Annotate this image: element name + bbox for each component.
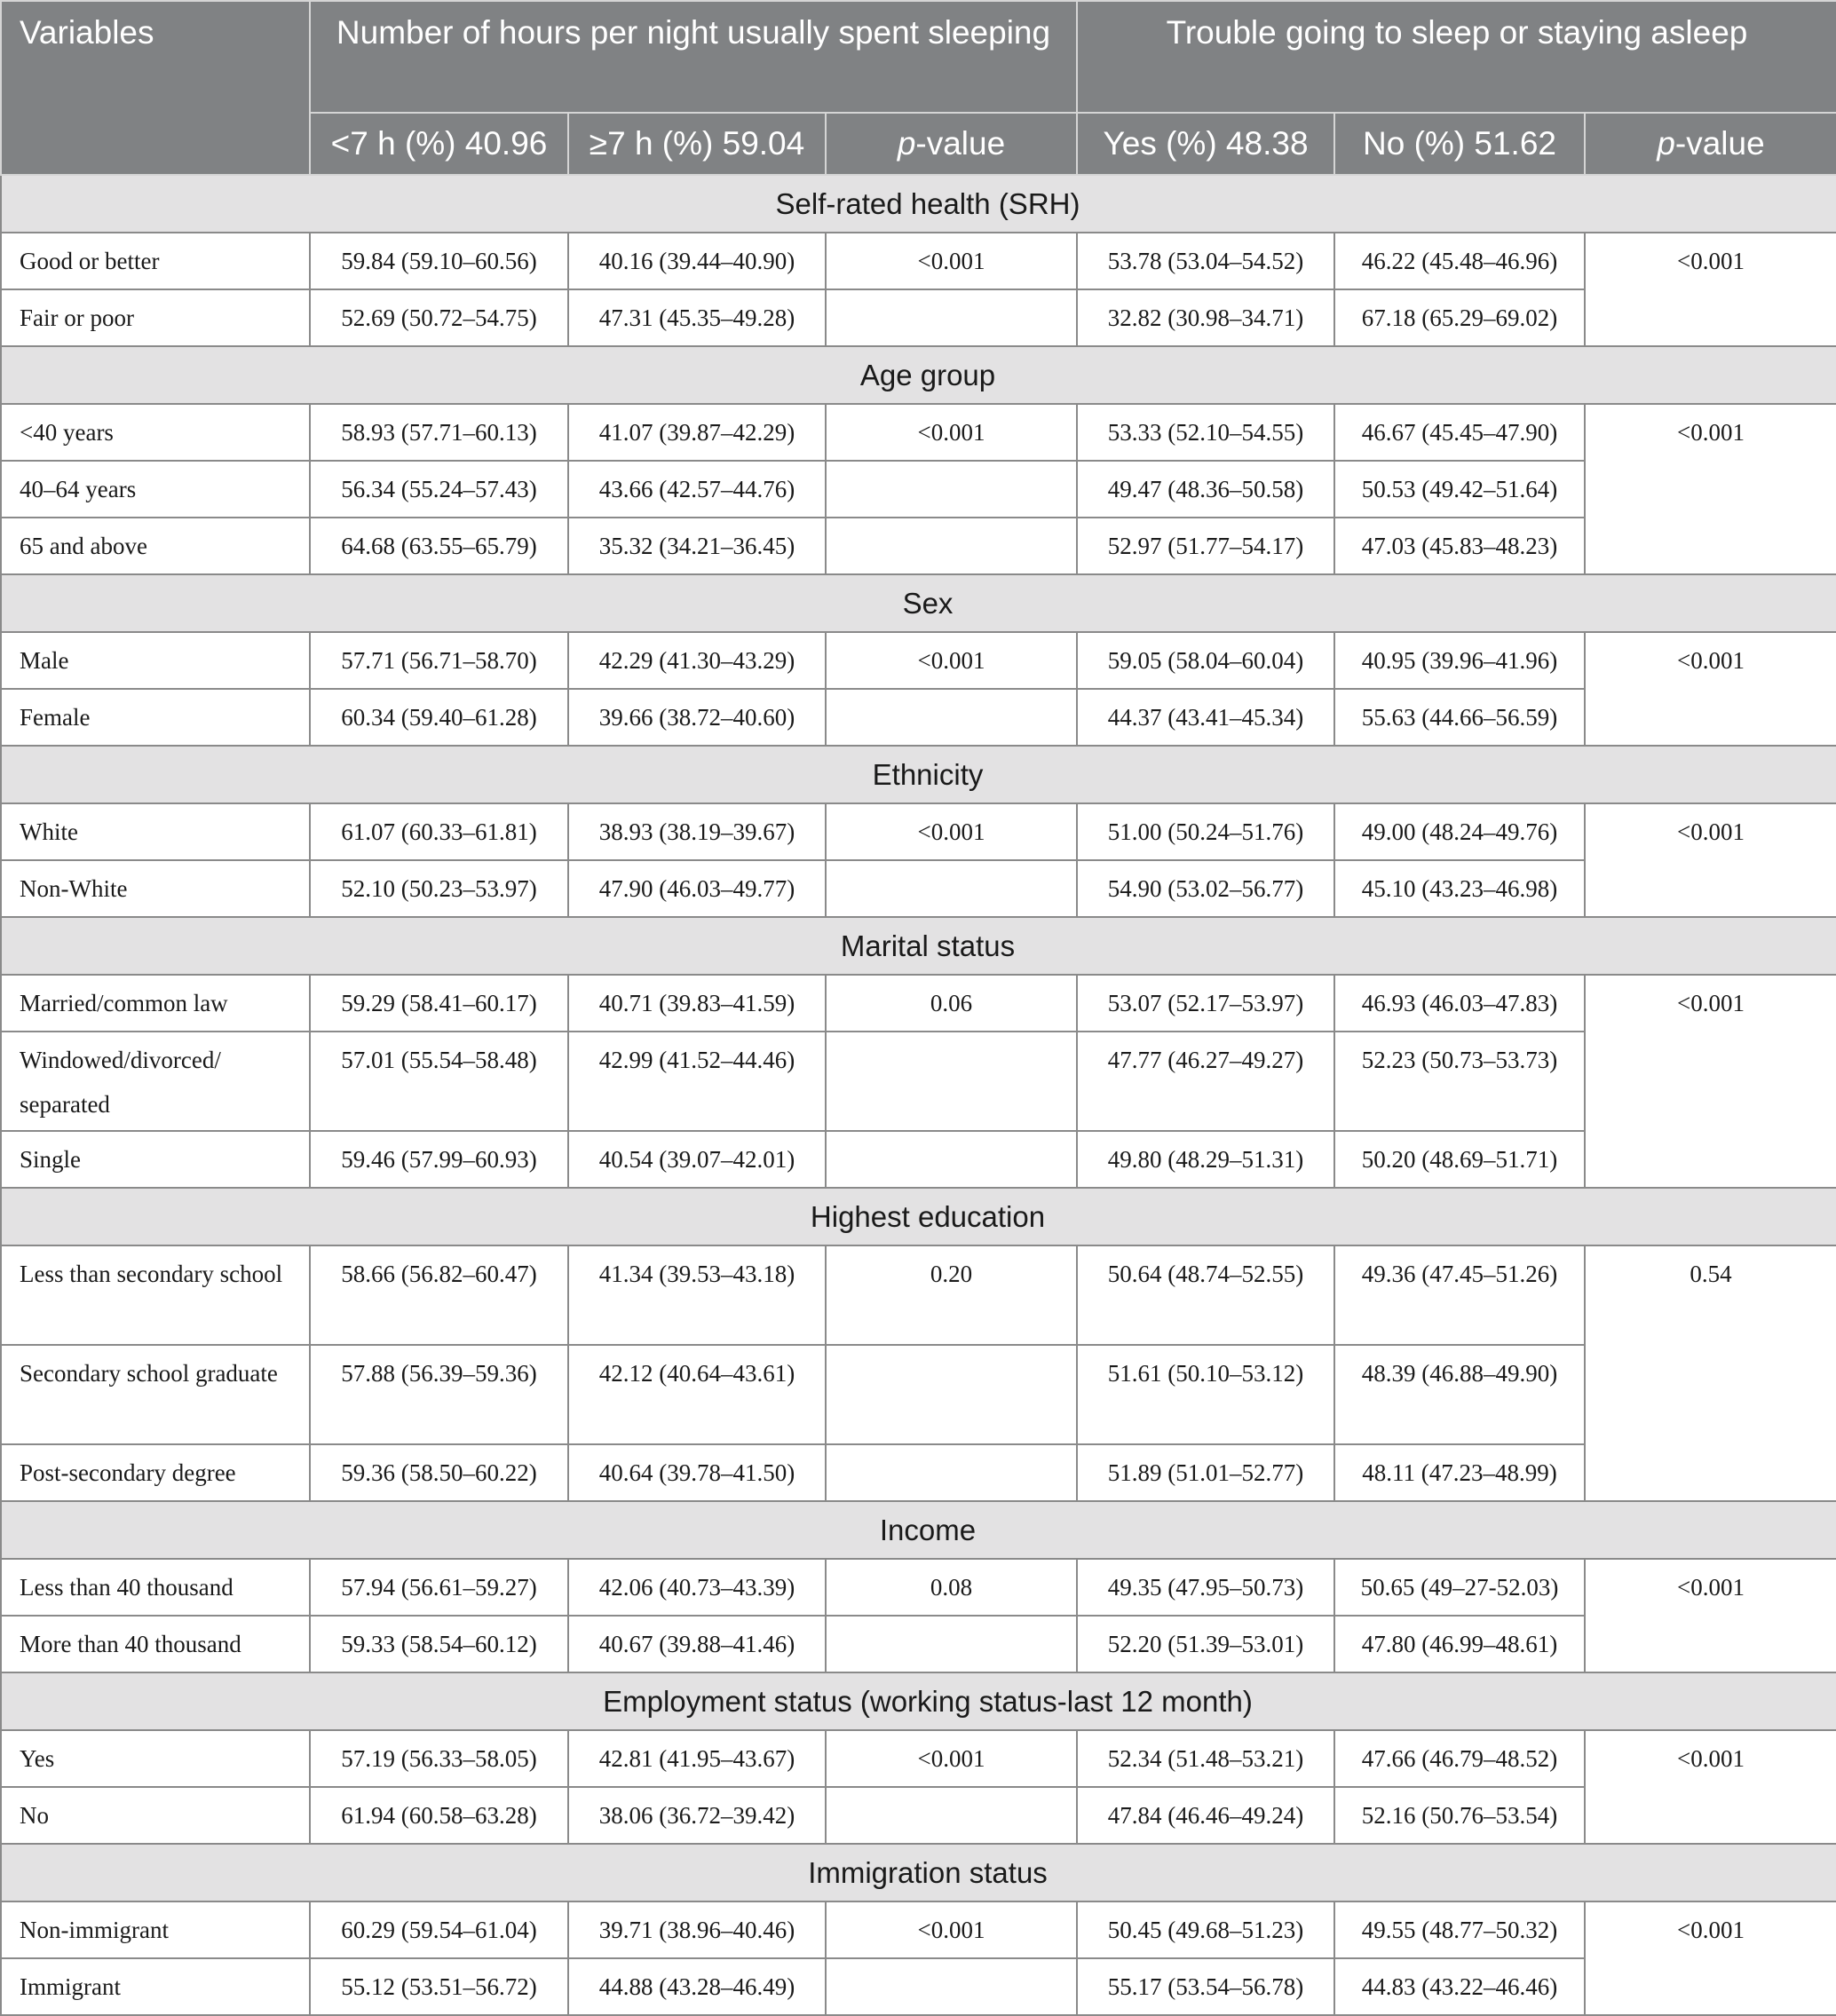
table-row (1, 404, 1836, 461)
cell-pvalue-hours (826, 1131, 1077, 1188)
table-row (1, 1444, 1836, 1501)
cell-no: 47.66 (46.79–48.52) (1334, 1730, 1585, 1787)
cell-ge7: 35.32 (34.21–36.45) (568, 518, 826, 574)
row-label: No (1, 1787, 310, 1844)
section-header-row (1, 746, 1836, 803)
cell-ge7: 42.99 (41.52–44.46) (568, 1032, 826, 1131)
table-row (1, 1032, 1836, 1131)
cell-pvalue-hours: 0.08 (826, 1559, 1077, 1616)
p-italic: p (1657, 125, 1675, 162)
cell-ge7: 42.81 (41.95–43.67) (568, 1730, 826, 1787)
cell-pvalue-hours (826, 689, 1077, 746)
table-row (1, 1131, 1836, 1188)
cell-yes: 59.05 (58.04–60.04) (1077, 632, 1334, 689)
section-header-row (1, 1188, 1836, 1245)
table-row (1, 1787, 1836, 1844)
cell-no: 49.00 (48.24–49.76) (1334, 803, 1585, 860)
cell-ge7: 42.29 (41.30–43.29) (568, 632, 826, 689)
cell-no: 49.55 (48.77–50.32) (1334, 1901, 1585, 1958)
cell-lt7: 57.19 (56.33–58.05) (310, 1730, 568, 1787)
cell-lt7: 60.29 (59.54–61.04) (310, 1901, 568, 1958)
row-label: Yes (1, 1730, 310, 1787)
cell-no: 46.93 (46.03–47.83) (1334, 975, 1585, 1032)
cell-yes: 49.80 (48.29–51.31) (1077, 1131, 1334, 1188)
header-pvalue-1 (826, 113, 1077, 175)
section-header-row (1, 175, 1836, 233)
header-group-hours: Number of hours per night usually spent sleeping (310, 1, 1077, 113)
header-ge7: ≥7 h (%) 59.04 (568, 113, 826, 175)
cell-pvalue-hours (826, 289, 1077, 346)
cell-pvalue-trouble: <0.001 (1585, 233, 1836, 346)
cell-ge7: 43.66 (42.57–44.76) (568, 461, 826, 518)
cell-pvalue-hours (826, 1787, 1077, 1844)
cell-lt7: 59.29 (58.41–60.17) (310, 975, 568, 1032)
row-label: Less than 40 thousand (1, 1559, 310, 1616)
row-label: Non-immigrant (1, 1901, 310, 1958)
cell-pvalue-hours (826, 860, 1077, 917)
table-row (1, 1345, 1836, 1444)
cell-no: 40.95 (39.96–41.96) (1334, 632, 1585, 689)
table-header (1, 1, 1836, 175)
cell-pvalue-hours: <0.001 (826, 404, 1077, 461)
section-title: Income (1, 1501, 1836, 1559)
table-row (1, 1958, 1836, 2015)
cell-yes: 55.17 (53.54–56.78) (1077, 1958, 1334, 2015)
section-title: Marital status (1, 917, 1836, 975)
table-row (1, 233, 1836, 289)
cell-yes: 47.77 (46.27–49.27) (1077, 1032, 1334, 1131)
cell-ge7: 40.71 (39.83–41.59) (568, 975, 826, 1032)
section-header-row (1, 574, 1836, 632)
row-label: Secondary school graduate (1, 1345, 310, 1444)
cell-lt7: 58.93 (57.71–60.13) (310, 404, 568, 461)
cell-lt7: 52.69 (50.72–54.75) (310, 289, 568, 346)
header-variables: Variables (1, 1, 310, 175)
cell-yes: 49.35 (47.95–50.73) (1077, 1559, 1334, 1616)
cell-pvalue-trouble: <0.001 (1585, 1730, 1836, 1844)
section-header-row (1, 1844, 1836, 1901)
cell-lt7: 59.46 (57.99–60.93) (310, 1131, 568, 1188)
section-title: Sex (1, 574, 1836, 632)
cell-yes: 52.34 (51.48–53.21) (1077, 1730, 1334, 1787)
cell-pvalue-trouble: <0.001 (1585, 404, 1836, 574)
cell-no: 44.83 (43.22–46.46) (1334, 1958, 1585, 2015)
cell-yes: 51.89 (51.01–52.77) (1077, 1444, 1334, 1501)
cell-pvalue-trouble: <0.001 (1585, 632, 1836, 746)
cell-ge7: 38.93 (38.19–39.67) (568, 803, 826, 860)
header-pvalue-2 (1585, 113, 1836, 175)
cell-no: 52.16 (50.76–53.54) (1334, 1787, 1585, 1844)
cell-lt7: 57.71 (56.71–58.70) (310, 632, 568, 689)
cell-lt7: 59.33 (58.54–60.12) (310, 1616, 568, 1672)
cell-yes: 47.84 (46.46–49.24) (1077, 1787, 1334, 1844)
table-row (1, 461, 1836, 518)
cell-lt7: 55.12 (53.51–56.72) (310, 1958, 568, 2015)
cell-no: 47.80 (46.99–48.61) (1334, 1616, 1585, 1672)
cell-ge7: 44.88 (43.28–46.49) (568, 1958, 826, 2015)
cell-yes: 52.97 (51.77–54.17) (1077, 518, 1334, 574)
cell-no: 52.23 (50.73–53.73) (1334, 1032, 1585, 1131)
row-label: Good or better (1, 233, 310, 289)
cell-lt7: 59.84 (59.10–60.56) (310, 233, 568, 289)
cell-no: 49.36 (47.45–51.26) (1334, 1245, 1585, 1345)
cell-yes: 53.33 (52.10–54.55) (1077, 404, 1334, 461)
p-rest: -value (915, 125, 1006, 162)
cell-no: 50.20 (48.69–51.71) (1334, 1131, 1585, 1188)
cell-lt7: 61.94 (60.58–63.28) (310, 1787, 568, 1844)
table-row (1, 1245, 1836, 1345)
section-header-row (1, 346, 1836, 404)
cell-lt7: 59.36 (58.50–60.22) (310, 1444, 568, 1501)
header-group-trouble: Trouble going to sleep or staying asleep (1077, 1, 1836, 113)
cell-pvalue-hours: 0.06 (826, 975, 1077, 1032)
cell-no: 47.03 (45.83–48.23) (1334, 518, 1585, 574)
section-title: Age group (1, 346, 1836, 404)
cell-lt7: 56.34 (55.24–57.43) (310, 461, 568, 518)
section-title: Ethnicity (1, 746, 1836, 803)
cell-ge7: 40.54 (39.07–42.01) (568, 1131, 826, 1188)
cell-yes: 53.07 (52.17–53.97) (1077, 975, 1334, 1032)
cell-yes: 51.61 (50.10–53.12) (1077, 1345, 1334, 1444)
section-header-row (1, 1672, 1836, 1730)
table-row (1, 289, 1836, 346)
section-title: Self-rated health (SRH) (1, 175, 1836, 233)
table-row (1, 1901, 1836, 1958)
table-row (1, 1559, 1836, 1616)
row-label: Post-secondary degree (1, 1444, 310, 1501)
table-row (1, 1616, 1836, 1672)
table-row (1, 518, 1836, 574)
cell-pvalue-hours (826, 518, 1077, 574)
cell-ge7: 40.64 (39.78–41.50) (568, 1444, 826, 1501)
row-label: Immigrant (1, 1958, 310, 2015)
cell-ge7: 47.90 (46.03–49.77) (568, 860, 826, 917)
cell-yes: 50.45 (49.68–51.23) (1077, 1901, 1334, 1958)
cell-no: 48.39 (46.88–49.90) (1334, 1345, 1585, 1444)
row-label: Married/common law (1, 975, 310, 1032)
cell-yes: 51.00 (50.24–51.76) (1077, 803, 1334, 860)
cell-yes: 54.90 (53.02–56.77) (1077, 860, 1334, 917)
header-no: No (%) 51.62 (1334, 113, 1585, 175)
cell-ge7: 47.31 (45.35–49.28) (568, 289, 826, 346)
cell-lt7: 57.88 (56.39–59.36) (310, 1345, 568, 1444)
row-label: Windowed/divorced/ separated (1, 1032, 310, 1131)
cell-lt7: 64.68 (63.55–65.79) (310, 518, 568, 574)
cell-ge7: 42.12 (40.64–43.61) (568, 1345, 826, 1444)
cell-no: 46.22 (45.48–46.96) (1334, 233, 1585, 289)
cell-pvalue-trouble: <0.001 (1585, 1901, 1836, 2015)
row-label: 40–64 years (1, 461, 310, 518)
cell-yes: 52.20 (51.39–53.01) (1077, 1616, 1334, 1672)
cell-ge7: 41.34 (39.53–43.18) (568, 1245, 826, 1345)
cell-ge7: 38.06 (36.72–39.42) (568, 1787, 826, 1844)
cell-pvalue-hours (826, 1444, 1077, 1501)
cell-pvalue-hours: <0.001 (826, 1730, 1077, 1787)
section-title: Immigration status (1, 1844, 1836, 1901)
p-rest: -value (1674, 125, 1765, 162)
table-row (1, 1730, 1836, 1787)
cell-pvalue-hours: <0.001 (826, 632, 1077, 689)
row-label: Non-White (1, 860, 310, 917)
cell-yes: 50.64 (48.74–52.55) (1077, 1245, 1334, 1345)
section-title: Highest education (1, 1188, 1836, 1245)
cell-no: 67.18 (65.29–69.02) (1334, 289, 1585, 346)
table-body (1, 175, 1836, 2015)
cell-pvalue-trouble: 0.54 (1585, 1245, 1836, 1501)
cell-pvalue-hours: <0.001 (826, 233, 1077, 289)
row-label: 65 and above (1, 518, 310, 574)
cell-ge7: 39.71 (38.96–40.46) (568, 1901, 826, 1958)
cell-pvalue-trouble: <0.001 (1585, 803, 1836, 917)
row-label: <40 years (1, 404, 310, 461)
cell-lt7: 60.34 (59.40–61.28) (310, 689, 568, 746)
cell-pvalue-hours: 0.20 (826, 1245, 1077, 1345)
cell-pvalue-trouble: <0.001 (1585, 1559, 1836, 1672)
header-yes: Yes (%) 48.38 (1077, 113, 1334, 175)
table-row (1, 860, 1836, 917)
cell-no: 48.11 (47.23–48.99) (1334, 1444, 1585, 1501)
cell-ge7: 41.07 (39.87–42.29) (568, 404, 826, 461)
cell-no: 46.67 (45.45–47.90) (1334, 404, 1585, 461)
section-header-row (1, 917, 1836, 975)
cell-pvalue-hours: <0.001 (826, 1901, 1077, 1958)
table-row (1, 632, 1836, 689)
cell-pvalue-hours (826, 1958, 1077, 2015)
row-label: Single (1, 1131, 310, 1188)
section-header-row (1, 1501, 1836, 1559)
cell-no: 50.65 (49–27-52.03) (1334, 1559, 1585, 1616)
cell-no: 50.53 (49.42–51.64) (1334, 461, 1585, 518)
cell-pvalue-hours: <0.001 (826, 803, 1077, 860)
table-row (1, 803, 1836, 860)
cell-ge7: 39.66 (38.72–40.60) (568, 689, 826, 746)
cell-no: 45.10 (43.23–46.98) (1334, 860, 1585, 917)
table-row (1, 975, 1836, 1032)
row-label: Fair or poor (1, 289, 310, 346)
row-label: Less than secondary school (1, 1245, 310, 1345)
cell-lt7: 61.07 (60.33–61.81) (310, 803, 568, 860)
header-lt7: <7 h (%) 40.96 (310, 113, 568, 175)
cell-yes: 32.82 (30.98–34.71) (1077, 289, 1334, 346)
row-label: Male (1, 632, 310, 689)
section-title: Employment status (working status-last 12 month) (1, 1672, 1836, 1730)
table-row (1, 689, 1836, 746)
cell-pvalue-hours (826, 1616, 1077, 1672)
cell-pvalue-hours (826, 1032, 1077, 1131)
row-label: Female (1, 689, 310, 746)
p-italic: p (897, 125, 916, 162)
cell-lt7: 52.10 (50.23–53.97) (310, 860, 568, 917)
cell-ge7: 40.16 (39.44–40.90) (568, 233, 826, 289)
cell-ge7: 42.06 (40.73–43.39) (568, 1559, 826, 1616)
cell-pvalue-trouble: <0.001 (1585, 975, 1836, 1188)
cell-lt7: 58.66 (56.82–60.47) (310, 1245, 568, 1345)
cell-yes: 53.78 (53.04–54.52) (1077, 233, 1334, 289)
row-label: More than 40 thousand (1, 1616, 310, 1672)
cell-pvalue-hours (826, 1345, 1077, 1444)
cell-yes: 44.37 (43.41–45.34) (1077, 689, 1334, 746)
cell-ge7: 40.67 (39.88–41.46) (568, 1616, 826, 1672)
cell-no: 55.63 (44.66–56.59) (1334, 689, 1585, 746)
cell-lt7: 57.01 (55.54–58.48) (310, 1032, 568, 1131)
row-label: White (1, 803, 310, 860)
cell-yes: 49.47 (48.36–50.58) (1077, 461, 1334, 518)
cell-pvalue-hours (826, 461, 1077, 518)
cell-lt7: 57.94 (56.61–59.27) (310, 1559, 568, 1616)
